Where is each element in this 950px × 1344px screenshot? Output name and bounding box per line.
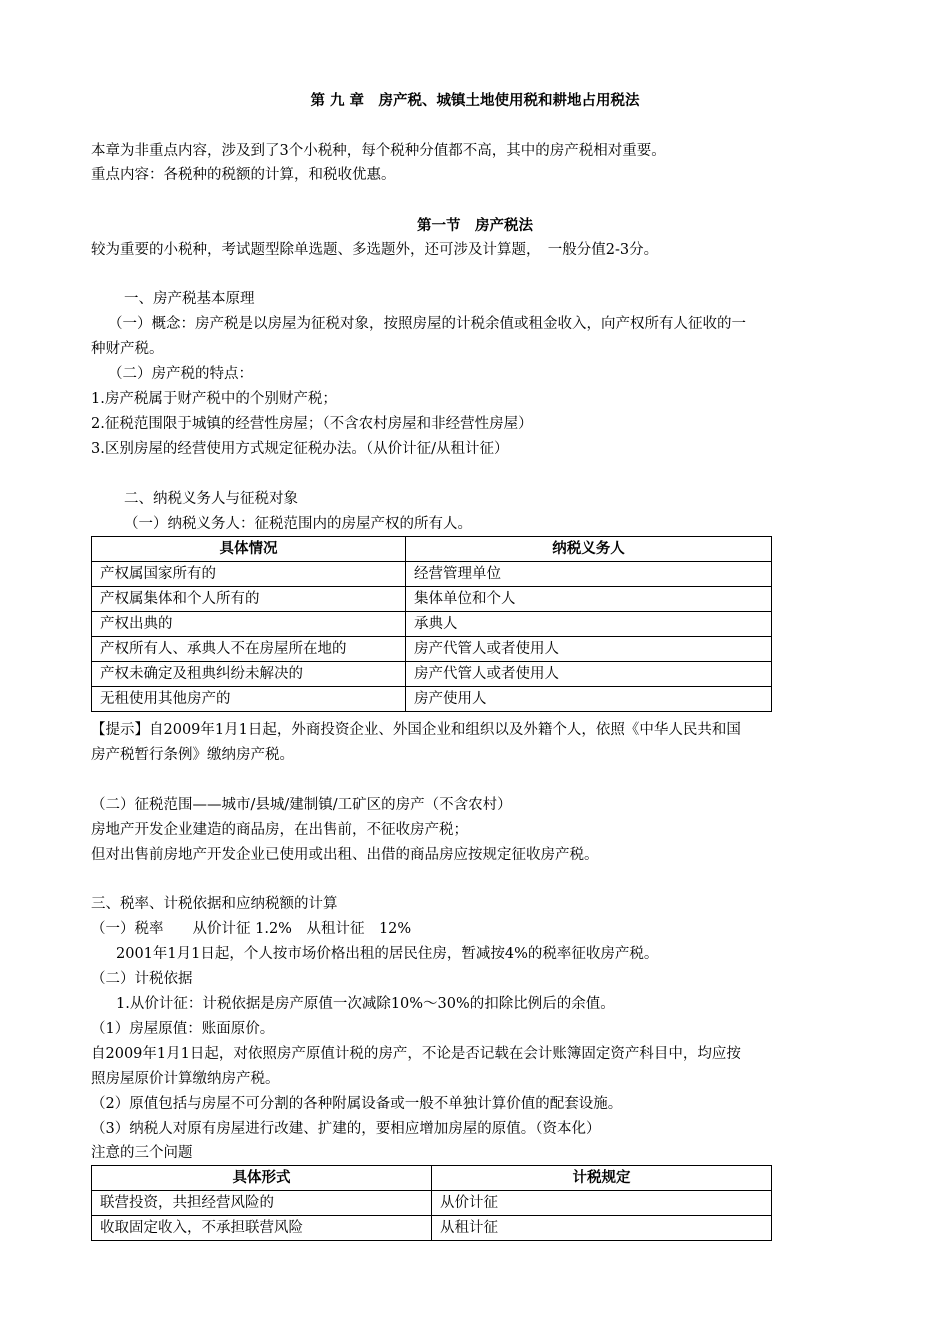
basis-note: 自2009年1月1日起，对依照房产原值计税的房产，不论是否记载在会计账簿固定资产科目中，均应按 <box>91 1046 741 1062</box>
table-cell: 联营投资，共担经营风险的 <box>92 1191 432 1216</box>
table-row <box>92 662 772 687</box>
table-header-row <box>92 537 772 562</box>
basis-item: （3）纳税人对原有房屋进行改建、扩建的，要相应增加房屋的原值。（资本化） <box>91 1121 601 1137</box>
table-row <box>92 687 772 712</box>
tax-rule-table <box>91 1165 772 1241</box>
table-cell: 产权属国家所有的 <box>92 562 406 587</box>
table-row <box>92 612 772 637</box>
part1-heading: 一、房产税基本原理 <box>124 291 255 307</box>
table-cell: 产权未确定及租典纠纷未解决的 <box>92 662 406 687</box>
scope-heading: （二）征税范围——城市/县城/建制镇/工矿区的房产（不含农村） <box>91 797 512 813</box>
table-row <box>92 562 772 587</box>
basis-item: （1）房屋原值：账面原价。 <box>91 1021 275 1037</box>
table-cell: 承典人 <box>406 612 772 637</box>
rate-line: （一）税率 从价计征 1.2% 从租计征 12% <box>91 921 412 937</box>
section-title: 第一节 房产税法 <box>417 218 533 234</box>
tip-line: 房产税暂行条例》缴纳房产税。 <box>91 747 294 763</box>
table-row <box>92 1191 772 1216</box>
basis-item: （2）原值包括与房屋不可分割的各种附属设备或一般不单独计算价值的配套设施。 <box>91 1096 623 1112</box>
table-cell: 产权所有人、承典人不在房屋所在地的 <box>92 637 406 662</box>
tip-line: 【提示】自2009年1月1日起，外商投资企业、外国企业和组织以及外籍个人，依照《中华人民共和国 <box>91 722 741 738</box>
section-intro: 较为重要的小税种，考试题型除单选题、多选题外，还可涉及计算题， 一般分值2-3分。 <box>91 242 659 258</box>
basis-heading: （二）计税依据 <box>91 971 193 987</box>
table-cell: 从租计征 <box>432 1216 772 1241</box>
chapter-title: 第 九 章 房产税、城镇土地使用税和耕地占用税法 <box>310 93 640 109</box>
rate-note: 2001年1月1日起，个人按市场价格出租的居民住房，暂减按4%的税率征收房产税。 <box>116 946 659 962</box>
table-cell: 产权属集体和个人所有的 <box>92 587 406 612</box>
taxpayer-subheading: （一）纳税义务人：征税范围内的房屋产权的所有人。 <box>124 516 472 532</box>
intro-line: 本章为非重点内容，涉及到了3个小税种，每个税种分值都不高，其中的房产税相对重要。 <box>91 143 666 159</box>
part2-heading: 二、纳税义务人与征税对象 <box>124 491 298 507</box>
table-header-row <box>92 1166 772 1191</box>
scope-line: 但对出售前房地产开发企业已使用或出租、出借的商品房应按规定征收房产税。 <box>91 847 599 863</box>
intro-line: 重点内容：各税种的税额的计算，和税收优惠。 <box>91 167 396 183</box>
table-cell: 房产使用人 <box>406 687 772 712</box>
table-cell: 无租使用其他房产的 <box>92 687 406 712</box>
basis-item: 1.从价计征：计税依据是房产原值一次减除10%～30%的扣除比例后的余值。 <box>116 996 615 1012</box>
part3-heading: 三、税率、计税依据和应纳税额的计算 <box>91 896 338 912</box>
table-header-cell: 具体形式 <box>92 1166 432 1191</box>
table-header-cell: 计税规定 <box>432 1166 772 1191</box>
basis-note: 照房屋原价计算缴纳房产税。 <box>91 1071 280 1087</box>
feature-item: 1.房产税属于财产税中的个别财产税； <box>91 391 337 407</box>
table-cell: 房产代管人或者使用人 <box>406 637 772 662</box>
feature-item: 2.征税范围限于城镇的经营性房屋；（不含农村房屋和非经营性房屋） <box>91 416 533 432</box>
table-row <box>92 1216 772 1241</box>
concept-line: 种财产税。 <box>91 341 164 357</box>
table-cell: 经营管理单位 <box>406 562 772 587</box>
scope-line: 房地产开发企业建造的商品房，在出售前，不征收房产税； <box>91 822 468 838</box>
table-cell: 从价计征 <box>432 1191 772 1216</box>
table-row <box>92 587 772 612</box>
table-row <box>92 637 772 662</box>
feature-item: 3.区别房屋的经营使用方式规定征税办法。（从价计征/从租计征） <box>91 441 509 457</box>
features-heading: （二）房产税的特点： <box>108 366 253 382</box>
table-cell: 产权出典的 <box>92 612 406 637</box>
concept-line: （一）概念：房产税是以房屋为征税对象，按照房屋的计税余值或租金收入，向产权所有人征收的一 <box>108 316 746 332</box>
taxpayer-table <box>91 536 772 712</box>
table-cell: 收取固定收入，不承担联营风险 <box>92 1216 432 1241</box>
table-cell: 集体单位和个人 <box>406 587 772 612</box>
table-header-cell: 具体情况 <box>92 537 406 562</box>
notice-heading: 注意的三个问题 <box>91 1145 193 1161</box>
table-header-cell: 纳税义务人 <box>406 537 772 562</box>
table-cell: 房产代管人或者使用人 <box>406 662 772 687</box>
